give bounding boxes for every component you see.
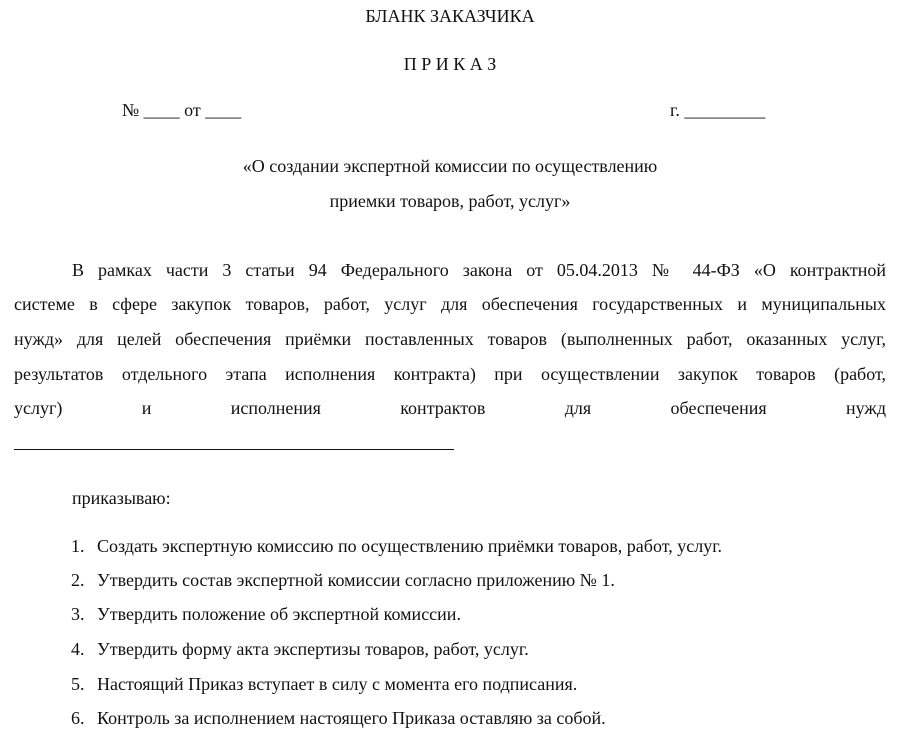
list-item-number: 5. xyxy=(71,674,85,694)
fill-in-underline xyxy=(14,449,454,450)
list-item-text: Настоящий Приказ вступает в силу с момента его подписания. xyxy=(97,674,578,694)
list-item-text: Утвердить положение об экспертной комиссии. xyxy=(97,604,461,624)
preamble-line: В рамках части 3 статьи 94 Федерального закона от 05.04.2013 № 44-ФЗ «О контрактной xyxy=(72,260,886,280)
list-item-number: 6. xyxy=(71,708,85,728)
order-title-line-2: приемки товаров, работ, услуг» xyxy=(329,191,571,211)
letterhead-title: БЛАНК ЗАКАЗЧИКА xyxy=(365,6,535,26)
list-item-number: 1. xyxy=(71,536,85,556)
preamble-line: результатов отдельного этапа исполнения контракта) при осуществлении закупок товаров (работ, xyxy=(14,364,886,384)
list-item-text: Контроль за исполнением настоящего Приказа оставляю за собой. xyxy=(97,708,606,728)
list-item-text: Утвердить состав экспертной комиссии согласно приложению № 1. xyxy=(97,570,615,590)
order-heading: П Р И К А З xyxy=(403,54,497,74)
order-title-line-1: «О создании экспертной комиссии по осуществлению xyxy=(242,156,658,176)
list-item-text: Создать экспертную комиссию по осуществлению приёмки товаров, работ, услуг. xyxy=(97,536,723,556)
list-item-number: 2. xyxy=(71,570,85,590)
order-word: приказываю: xyxy=(72,488,171,508)
list-item-number: 4. xyxy=(71,639,85,659)
list-item-number: 3. xyxy=(71,604,85,624)
preamble-line: нужд» для целей обеспечения приёмки поставленных товаров (выполненных работ, оказанных услуг, xyxy=(14,329,886,349)
preamble-line: услуг) и исполнения контрактов для обеспечения нужд xyxy=(14,398,886,418)
preamble-line: системе в сфере закупок товаров, работ, услуг для обеспечения государственных и муниципальных xyxy=(14,294,886,314)
order-city: г. _________ xyxy=(670,100,766,120)
order-number-date: № ____ от ____ xyxy=(122,100,242,120)
list-item-text: Утвердить форму акта экспертизы товаров, работ, услуг. xyxy=(97,639,529,659)
